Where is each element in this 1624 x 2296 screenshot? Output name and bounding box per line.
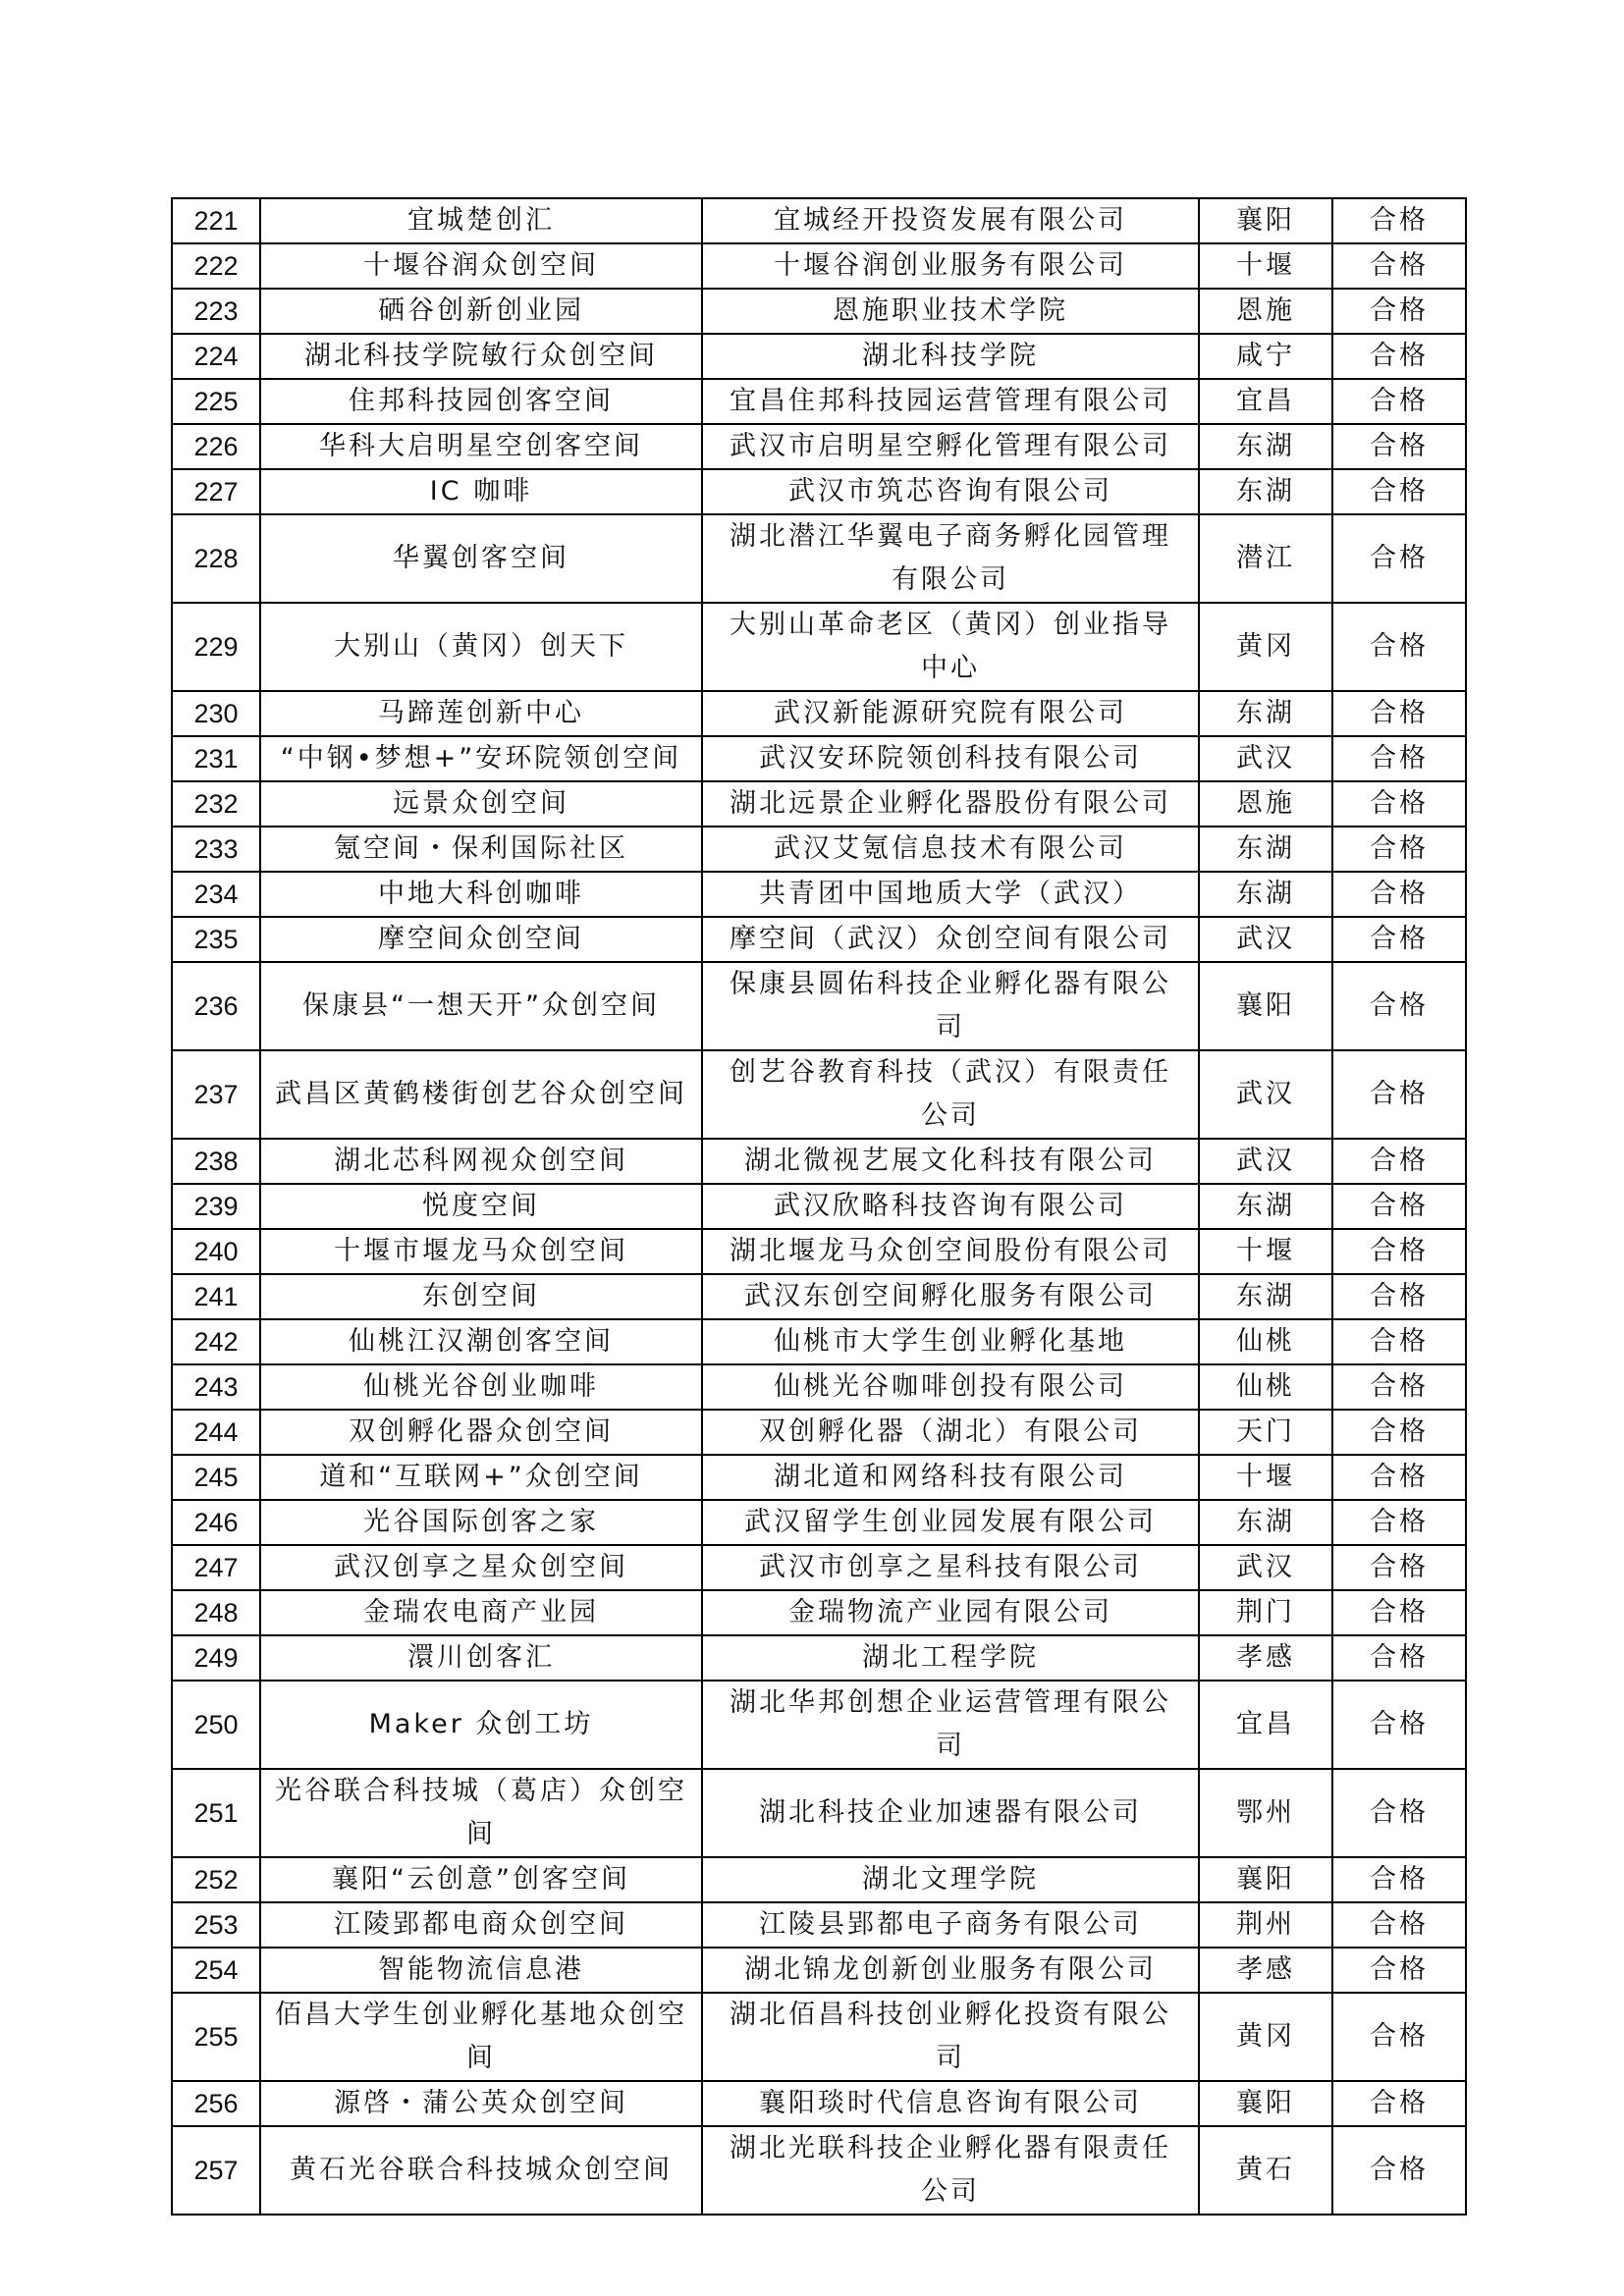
space-name-cell: 湖北芯科网视众创空间 bbox=[260, 1139, 702, 1184]
region-cell: 东湖 bbox=[1199, 1500, 1332, 1545]
operator-cell: 宜城经开投资发展有限公司 bbox=[702, 198, 1199, 243]
space-name-cell: 华翼创客空间 bbox=[260, 514, 702, 603]
operator-cell: 湖北科技企业加速器有限公司 bbox=[702, 1769, 1199, 1857]
table-row bbox=[172, 1455, 1466, 1500]
result-cell: 合格 bbox=[1332, 379, 1466, 424]
table-row bbox=[172, 1993, 1466, 2081]
table-row bbox=[172, 962, 1466, 1050]
result-cell: 合格 bbox=[1332, 243, 1466, 289]
table-row bbox=[172, 379, 1466, 424]
result-cell: 合格 bbox=[1332, 1319, 1466, 1364]
result-cell: 合格 bbox=[1332, 514, 1466, 603]
result-cell: 合格 bbox=[1332, 603, 1466, 691]
results-table bbox=[171, 197, 1467, 2216]
operator-cell: 武汉艾氪信息技术有限公司 bbox=[702, 827, 1199, 872]
row-number-cell: 245 bbox=[172, 1455, 260, 1500]
result-cell: 合格 bbox=[1332, 198, 1466, 243]
row-number-cell: 232 bbox=[172, 781, 260, 827]
space-name-cell: 光谷联合科技城（葛店）众创空间 bbox=[260, 1769, 702, 1857]
result-cell: 合格 bbox=[1332, 289, 1466, 334]
row-number-cell: 239 bbox=[172, 1184, 260, 1229]
table-row bbox=[172, 1184, 1466, 1229]
space-name-cell: 保康县“一想天开”众创空间 bbox=[260, 962, 702, 1050]
operator-cell: 湖北工程学院 bbox=[702, 1635, 1199, 1681]
row-number-cell: 229 bbox=[172, 603, 260, 691]
row-number-cell: 222 bbox=[172, 243, 260, 289]
operator-cell: 湖北远景企业孵化器股份有限公司 bbox=[702, 781, 1199, 827]
result-cell: 合格 bbox=[1332, 1993, 1466, 2081]
result-cell: 合格 bbox=[1332, 1635, 1466, 1681]
region-cell: 东湖 bbox=[1199, 872, 1332, 917]
region-cell: 宜昌 bbox=[1199, 1681, 1332, 1769]
row-number-cell: 252 bbox=[172, 1857, 260, 1902]
result-cell: 合格 bbox=[1332, 1139, 1466, 1184]
region-cell: 襄阳 bbox=[1199, 2081, 1332, 2126]
operator-cell: 双创孵化器（湖北）有限公司 bbox=[702, 1410, 1199, 1455]
operator-cell: 湖北佰昌科技创业孵化投资有限公司 bbox=[702, 1993, 1199, 2081]
region-cell: 咸宁 bbox=[1199, 334, 1332, 379]
region-cell: 天门 bbox=[1199, 1410, 1332, 1455]
operator-cell: 湖北华邦创想企业运营管理有限公司 bbox=[702, 1681, 1199, 1769]
operator-cell: 武汉市筑芯咨询有限公司 bbox=[702, 469, 1199, 514]
space-name-cell: 宜城楚创汇 bbox=[260, 198, 702, 243]
table-row bbox=[172, 1229, 1466, 1274]
result-cell: 合格 bbox=[1332, 781, 1466, 827]
region-cell: 东湖 bbox=[1199, 1184, 1332, 1229]
space-name-cell: 硒谷创新创业园 bbox=[260, 289, 702, 334]
result-cell: 合格 bbox=[1332, 872, 1466, 917]
operator-cell: 湖北潜江华翼电子商务孵化园管理有限公司 bbox=[702, 514, 1199, 603]
operator-cell: 湖北堰龙马众创空间股份有限公司 bbox=[702, 1229, 1199, 1274]
row-number-cell: 227 bbox=[172, 469, 260, 514]
region-cell: 孝感 bbox=[1199, 1635, 1332, 1681]
region-cell: 潜江 bbox=[1199, 514, 1332, 603]
result-cell: 合格 bbox=[1332, 469, 1466, 514]
space-name-cell: 武汉创享之星众创空间 bbox=[260, 1545, 702, 1590]
region-cell: 仙桃 bbox=[1199, 1364, 1332, 1410]
region-cell: 襄阳 bbox=[1199, 198, 1332, 243]
region-cell: 仙桃 bbox=[1199, 1319, 1332, 1364]
region-cell: 十堰 bbox=[1199, 243, 1332, 289]
result-cell: 合格 bbox=[1332, 1902, 1466, 1948]
result-cell: 合格 bbox=[1332, 1500, 1466, 1545]
row-number-cell: 251 bbox=[172, 1769, 260, 1857]
region-cell: 武汉 bbox=[1199, 1139, 1332, 1184]
space-name-cell: 摩空间众创空间 bbox=[260, 917, 702, 962]
result-cell: 合格 bbox=[1332, 1229, 1466, 1274]
region-cell: 荆州 bbox=[1199, 1902, 1332, 1948]
table-row bbox=[172, 2081, 1466, 2126]
row-number-cell: 234 bbox=[172, 872, 260, 917]
table-row bbox=[172, 1681, 1466, 1769]
operator-cell: 湖北光联科技企业孵化器有限责任公司 bbox=[702, 2126, 1199, 2215]
row-number-cell: 238 bbox=[172, 1139, 260, 1184]
region-cell: 武汉 bbox=[1199, 1545, 1332, 1590]
space-name-cell: 氪空间・保利国际社区 bbox=[260, 827, 702, 872]
operator-cell: 摩空间（武汉）众创空间有限公司 bbox=[702, 917, 1199, 962]
row-number-cell: 236 bbox=[172, 962, 260, 1050]
space-name-cell: 中地大科创咖啡 bbox=[260, 872, 702, 917]
space-name-cell: 大别山（黄冈）创天下 bbox=[260, 603, 702, 691]
row-number-cell: 242 bbox=[172, 1319, 260, 1364]
table-row bbox=[172, 1590, 1466, 1635]
result-cell: 合格 bbox=[1332, 2081, 1466, 2126]
operator-cell: 湖北锦龙创新创业服务有限公司 bbox=[702, 1948, 1199, 1993]
region-cell: 东湖 bbox=[1199, 469, 1332, 514]
space-name-cell: Maker 众创工坊 bbox=[260, 1681, 702, 1769]
table-row bbox=[172, 514, 1466, 603]
table-row bbox=[172, 781, 1466, 827]
row-number-cell: 225 bbox=[172, 379, 260, 424]
result-cell: 合格 bbox=[1332, 1184, 1466, 1229]
row-number-cell: 247 bbox=[172, 1545, 260, 1590]
result-cell: 合格 bbox=[1332, 691, 1466, 736]
row-number-cell: 240 bbox=[172, 1229, 260, 1274]
operator-cell: 湖北科技学院 bbox=[702, 334, 1199, 379]
operator-cell: 恩施职业技术学院 bbox=[702, 289, 1199, 334]
operator-cell: 创艺谷教育科技（武汉）有限责任公司 bbox=[702, 1050, 1199, 1139]
region-cell: 宜昌 bbox=[1199, 379, 1332, 424]
operator-cell: 共青团中国地质大学（武汉） bbox=[702, 872, 1199, 917]
row-number-cell: 250 bbox=[172, 1681, 260, 1769]
space-name-cell: 金瑞农电商产业园 bbox=[260, 1590, 702, 1635]
space-name-cell: 住邦科技园创客空间 bbox=[260, 379, 702, 424]
table-row bbox=[172, 603, 1466, 691]
region-cell: 十堰 bbox=[1199, 1229, 1332, 1274]
result-cell: 合格 bbox=[1332, 1769, 1466, 1857]
table-row bbox=[172, 1319, 1466, 1364]
result-cell: 合格 bbox=[1332, 424, 1466, 469]
region-cell: 襄阳 bbox=[1199, 1857, 1332, 1902]
space-name-cell: 襄阳“云创意”创客空间 bbox=[260, 1857, 702, 1902]
space-name-cell: 仙桃江汉潮创客空间 bbox=[260, 1319, 702, 1364]
row-number-cell: 226 bbox=[172, 424, 260, 469]
operator-cell: 十堰谷润创业服务有限公司 bbox=[702, 243, 1199, 289]
space-name-cell: 光谷国际创客之家 bbox=[260, 1500, 702, 1545]
space-name-cell: 悦度空间 bbox=[260, 1184, 702, 1229]
operator-cell: 金瑞物流产业园有限公司 bbox=[702, 1590, 1199, 1635]
table-row bbox=[172, 827, 1466, 872]
result-cell: 合格 bbox=[1332, 1590, 1466, 1635]
region-cell: 孝感 bbox=[1199, 1948, 1332, 1993]
result-cell: 合格 bbox=[1332, 1545, 1466, 1590]
space-name-cell: 源啓・蒲公英众创空间 bbox=[260, 2081, 702, 2126]
region-cell: 武汉 bbox=[1199, 736, 1332, 781]
region-cell: 鄂州 bbox=[1199, 1769, 1332, 1857]
operator-cell: 武汉留学生创业园发展有限公司 bbox=[702, 1500, 1199, 1545]
region-cell: 黄冈 bbox=[1199, 603, 1332, 691]
operator-cell: 江陵县郢都电子商务有限公司 bbox=[702, 1902, 1199, 1948]
table-row bbox=[172, 469, 1466, 514]
result-cell: 合格 bbox=[1332, 334, 1466, 379]
row-number-cell: 243 bbox=[172, 1364, 260, 1410]
row-number-cell: 241 bbox=[172, 1274, 260, 1319]
region-cell: 东湖 bbox=[1199, 424, 1332, 469]
result-cell: 合格 bbox=[1332, 1681, 1466, 1769]
region-cell: 荆门 bbox=[1199, 1590, 1332, 1635]
row-number-cell: 249 bbox=[172, 1635, 260, 1681]
operator-cell: 襄阳琰时代信息咨询有限公司 bbox=[702, 2081, 1199, 2126]
region-cell: 武汉 bbox=[1199, 917, 1332, 962]
region-cell: 襄阳 bbox=[1199, 962, 1332, 1050]
operator-cell: 湖北道和网络科技有限公司 bbox=[702, 1455, 1199, 1500]
region-cell: 恩施 bbox=[1199, 289, 1332, 334]
table-row bbox=[172, 1364, 1466, 1410]
row-number-cell: 248 bbox=[172, 1590, 260, 1635]
space-name-cell: 澴川创客汇 bbox=[260, 1635, 702, 1681]
operator-cell: 武汉新能源研究院有限公司 bbox=[702, 691, 1199, 736]
operator-cell: 湖北文理学院 bbox=[702, 1857, 1199, 1902]
operator-cell: 大别山革命老区（黄冈）创业指导中心 bbox=[702, 603, 1199, 691]
row-number-cell: 237 bbox=[172, 1050, 260, 1139]
row-number-cell: 244 bbox=[172, 1410, 260, 1455]
row-number-cell: 228 bbox=[172, 514, 260, 603]
table-row bbox=[172, 243, 1466, 289]
row-number-cell: 233 bbox=[172, 827, 260, 872]
table-row bbox=[172, 198, 1466, 243]
space-name-cell: 双创孵化器众创空间 bbox=[260, 1410, 702, 1455]
space-name-cell: 黄石光谷联合科技城众创空间 bbox=[260, 2126, 702, 2215]
space-name-cell: 武昌区黄鹤楼街创艺谷众创空间 bbox=[260, 1050, 702, 1139]
space-name-cell: 湖北科技学院敏行众创空间 bbox=[260, 334, 702, 379]
row-number-cell: 224 bbox=[172, 334, 260, 379]
result-cell: 合格 bbox=[1332, 1857, 1466, 1902]
table-row bbox=[172, 1635, 1466, 1681]
row-number-cell: 254 bbox=[172, 1948, 260, 1993]
operator-cell: 保康县圆佑科技企业孵化器有限公司 bbox=[702, 962, 1199, 1050]
space-name-cell: 远景众创空间 bbox=[260, 781, 702, 827]
table-row bbox=[172, 334, 1466, 379]
row-number-cell: 221 bbox=[172, 198, 260, 243]
table-row bbox=[172, 691, 1466, 736]
table-row bbox=[172, 1050, 1466, 1139]
table-row bbox=[172, 1948, 1466, 1993]
operator-cell: 湖北微视艺展文化科技有限公司 bbox=[702, 1139, 1199, 1184]
operator-cell: 武汉欣略科技咨询有限公司 bbox=[702, 1184, 1199, 1229]
row-number-cell: 246 bbox=[172, 1500, 260, 1545]
region-cell: 东湖 bbox=[1199, 1274, 1332, 1319]
result-cell: 合格 bbox=[1332, 1274, 1466, 1319]
operator-cell: 武汉安环院领创科技有限公司 bbox=[702, 736, 1199, 781]
space-name-cell: 十堰谷润众创空间 bbox=[260, 243, 702, 289]
row-number-cell: 256 bbox=[172, 2081, 260, 2126]
table-row bbox=[172, 1500, 1466, 1545]
region-cell: 十堰 bbox=[1199, 1455, 1332, 1500]
result-cell: 合格 bbox=[1332, 1948, 1466, 1993]
space-name-cell: 智能物流信息港 bbox=[260, 1948, 702, 1993]
row-number-cell: 253 bbox=[172, 1902, 260, 1948]
space-name-cell: “中钢•梦想+”安环院领创空间 bbox=[260, 736, 702, 781]
operator-cell: 武汉市创享之星科技有限公司 bbox=[702, 1545, 1199, 1590]
space-name-cell: 道和“互联网+”众创空间 bbox=[260, 1455, 702, 1500]
row-number-cell: 255 bbox=[172, 1993, 260, 2081]
row-number-cell: 230 bbox=[172, 691, 260, 736]
operator-cell: 武汉市启明星空孵化管理有限公司 bbox=[702, 424, 1199, 469]
result-cell: 合格 bbox=[1332, 1050, 1466, 1139]
table-row bbox=[172, 872, 1466, 917]
table-row bbox=[172, 917, 1466, 962]
table-body bbox=[172, 198, 1466, 2215]
operator-cell: 武汉东创空间孵化服务有限公司 bbox=[702, 1274, 1199, 1319]
region-cell: 黄冈 bbox=[1199, 1993, 1332, 2081]
table-row bbox=[172, 2126, 1466, 2215]
region-cell: 东湖 bbox=[1199, 691, 1332, 736]
result-cell: 合格 bbox=[1332, 1455, 1466, 1500]
space-name-cell: IC 咖啡 bbox=[260, 469, 702, 514]
table-row bbox=[172, 1139, 1466, 1184]
result-cell: 合格 bbox=[1332, 1364, 1466, 1410]
space-name-cell: 华科大启明星空创客空间 bbox=[260, 424, 702, 469]
result-cell: 合格 bbox=[1332, 917, 1466, 962]
row-number-cell: 231 bbox=[172, 736, 260, 781]
result-cell: 合格 bbox=[1332, 2126, 1466, 2215]
result-cell: 合格 bbox=[1332, 1410, 1466, 1455]
row-number-cell: 235 bbox=[172, 917, 260, 962]
space-name-cell: 十堰市堰龙马众创空间 bbox=[260, 1229, 702, 1274]
table-row bbox=[172, 1410, 1466, 1455]
region-cell: 武汉 bbox=[1199, 1050, 1332, 1139]
region-cell: 黄石 bbox=[1199, 2126, 1332, 2215]
operator-cell: 宜昌住邦科技园运营管理有限公司 bbox=[702, 379, 1199, 424]
operator-cell: 仙桃光谷咖啡创投有限公司 bbox=[702, 1364, 1199, 1410]
region-cell: 恩施 bbox=[1199, 781, 1332, 827]
table-row bbox=[172, 1769, 1466, 1857]
space-name-cell: 东创空间 bbox=[260, 1274, 702, 1319]
operator-cell: 仙桃市大学生创业孵化基地 bbox=[702, 1319, 1199, 1364]
result-cell: 合格 bbox=[1332, 827, 1466, 872]
row-number-cell: 257 bbox=[172, 2126, 260, 2215]
table-row bbox=[172, 424, 1466, 469]
table-row bbox=[172, 1902, 1466, 1948]
table-row bbox=[172, 1545, 1466, 1590]
space-name-cell: 仙桃光谷创业咖啡 bbox=[260, 1364, 702, 1410]
row-number-cell: 223 bbox=[172, 289, 260, 334]
space-name-cell: 江陵郢都电商众创空间 bbox=[260, 1902, 702, 1948]
table-row bbox=[172, 1857, 1466, 1902]
space-name-cell: 马蹄莲创新中心 bbox=[260, 691, 702, 736]
result-cell: 合格 bbox=[1332, 736, 1466, 781]
result-cell: 合格 bbox=[1332, 962, 1466, 1050]
region-cell: 东湖 bbox=[1199, 827, 1332, 872]
table-row bbox=[172, 1274, 1466, 1319]
table-row bbox=[172, 736, 1466, 781]
table-row bbox=[172, 289, 1466, 334]
space-name-cell: 佰昌大学生创业孵化基地众创空间 bbox=[260, 1993, 702, 2081]
